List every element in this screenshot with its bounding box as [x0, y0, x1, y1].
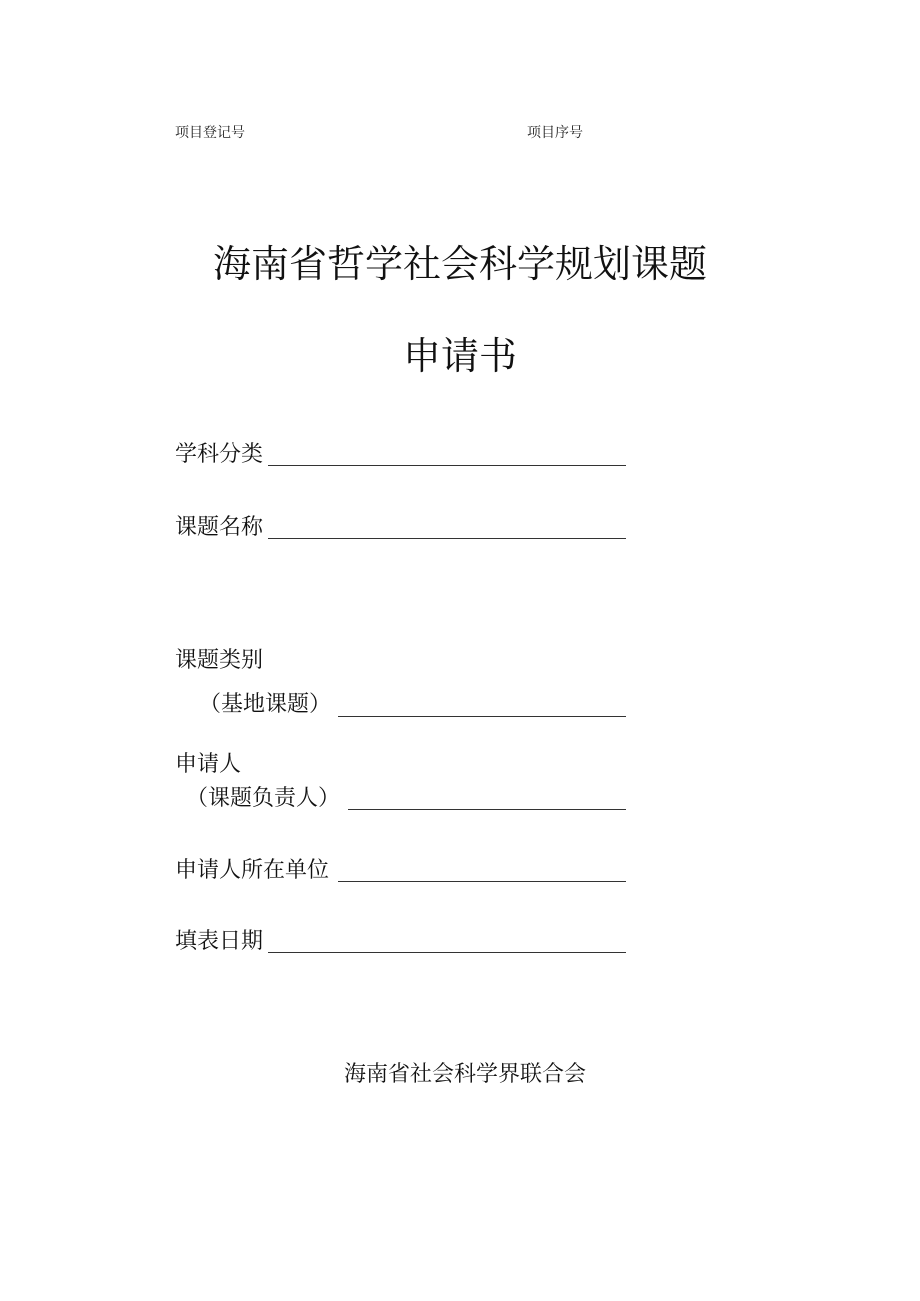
fill-date-input-line[interactable]: [268, 952, 626, 953]
topic-name-label: 课题名称: [175, 515, 264, 540]
applicant-label: 申请人: [175, 752, 242, 777]
fill-date-label: 填表日期: [175, 929, 264, 954]
topic-leader-input-line[interactable]: [348, 809, 626, 810]
topic-leader-label: （课题负责人）: [186, 786, 341, 811]
topic-category-label: 课题类别: [175, 648, 264, 673]
discipline-label: 学科分类: [175, 442, 264, 467]
applicant-unit-label: 申请人所在单位: [175, 858, 330, 883]
document-title: 海南省哲学社会科学规划课题: [212, 242, 707, 286]
topic-name-input-line[interactable]: [268, 538, 626, 539]
applicant-unit-input-line[interactable]: [338, 881, 626, 882]
issuing-organization: 海南省社会科学界联合会: [343, 1062, 586, 1087]
discipline-input-line[interactable]: [268, 465, 626, 466]
base-topic-label: （基地课题）: [199, 692, 332, 717]
project-serial-number-label: 项目序号: [527, 125, 583, 141]
document-subtitle: 申请书: [402, 334, 517, 378]
base-topic-input-line[interactable]: [338, 716, 626, 717]
project-registration-number-label: 项目登记号: [175, 125, 245, 141]
